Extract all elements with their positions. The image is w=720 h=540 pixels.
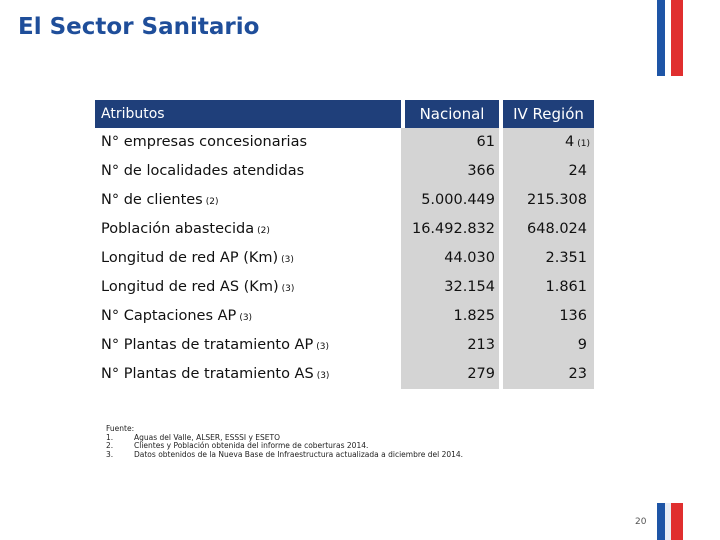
region-value-text: 2.351 (545, 250, 587, 266)
row-label-text: Longitud de red AS (Km) (101, 279, 279, 295)
region-cell (503, 273, 594, 302)
national-value: 213 (467, 337, 495, 353)
national-value: 279 (467, 366, 495, 382)
region-cell (503, 128, 594, 157)
header-region: IV Región (503, 100, 594, 128)
region-value (565, 128, 590, 157)
region-value-text: 136 (559, 308, 587, 324)
footnote-text: Clientes y Población obtenida del informe de coberturas 2014. (134, 441, 369, 451)
row-label-text: Población abastecida (101, 221, 255, 237)
region-cell (503, 360, 594, 389)
row-label (101, 244, 294, 273)
row-label-note: (3) (316, 342, 329, 352)
row-label-text: Longitud de red AP (Km) (101, 250, 279, 266)
region-cell (503, 244, 594, 273)
footnotes (106, 425, 463, 459)
row-label (101, 360, 329, 389)
row-label (101, 273, 294, 302)
row-label-note: (3) (281, 255, 294, 265)
table-row (95, 331, 594, 360)
attributes-table (95, 100, 594, 389)
national-cell (401, 244, 499, 273)
region-value-text: 24 (568, 163, 587, 179)
row-label-text: N° Captaciones AP (101, 308, 237, 324)
region-value-note: (1) (577, 139, 590, 149)
national-value: 32.154 (444, 279, 495, 295)
header-national: Nacional (405, 100, 499, 128)
region-value-text: 4 (565, 134, 575, 150)
row-label (101, 331, 329, 360)
flag-decoration-bottom (657, 503, 683, 540)
row-label (101, 302, 252, 331)
row-label-note: (3) (281, 284, 295, 294)
flag-decoration-top (657, 0, 683, 76)
page-title: El Sector Sanitario (18, 14, 260, 40)
row-label-note: (2) (257, 226, 270, 236)
region-value (545, 244, 590, 273)
footnote-text: Datos obtenidos de la Nueva Base de Infraestructura actualizada a diciembre del 2014. (134, 449, 464, 459)
table-row (95, 186, 594, 215)
footnote-heading: Fuente: (106, 424, 135, 433)
table-row (95, 360, 594, 389)
region-cell (503, 331, 594, 360)
footnote-text: Aguas del Valle, ALSER, ESSSI y ESETO (134, 432, 281, 442)
region-value-text: 23 (568, 366, 587, 382)
region-value (527, 215, 590, 244)
region-value (578, 331, 590, 360)
national-value: 5.000.449 (421, 192, 495, 208)
footnote-number: 3. (106, 449, 114, 459)
national-cell (401, 331, 499, 360)
row-label (101, 186, 219, 215)
row-label-text: N° empresas concesionarias (101, 134, 308, 150)
row-label-text: N° Plantas de tratamiento AS (101, 366, 314, 382)
region-cell (503, 157, 594, 186)
table-row (95, 302, 594, 331)
footnote-number: 2. (106, 441, 114, 451)
table-row (95, 273, 594, 302)
region-value-text: 1.861 (545, 279, 587, 295)
footnote-item (106, 451, 463, 460)
table-row (95, 215, 594, 244)
region-value-text: 9 (577, 337, 587, 353)
row-label (101, 157, 307, 186)
national-value: 44.030 (444, 250, 495, 266)
row-label (101, 128, 310, 157)
region-value (559, 302, 590, 331)
national-cell (401, 215, 499, 244)
header-attributes: Atributos (95, 100, 401, 128)
national-cell (401, 128, 499, 157)
region-cell (503, 186, 594, 215)
national-cell (401, 360, 499, 389)
region-value-text: 215.308 (527, 192, 587, 208)
table-row (95, 128, 594, 157)
row-label-text: N° Plantas de tratamiento AP (101, 337, 314, 353)
region-cell (503, 302, 594, 331)
row-label (101, 215, 270, 244)
table-row (95, 157, 594, 186)
region-value (569, 157, 590, 186)
region-value-text: 648.024 (527, 221, 587, 237)
row-label-text: N° de localidades atendidas (101, 163, 305, 179)
region-value (545, 273, 590, 302)
region-cell (503, 215, 594, 244)
national-value: 61 (476, 134, 495, 150)
row-label-text: N° de clientes (101, 192, 203, 208)
national-cell (401, 157, 499, 186)
national-cell (401, 302, 499, 331)
table-row (95, 244, 594, 273)
national-cell (401, 273, 499, 302)
page-number: 20 (635, 517, 647, 527)
region-value (569, 360, 590, 389)
national-cell (401, 186, 499, 215)
national-value: 1.825 (453, 308, 495, 324)
national-value: 366 (467, 163, 495, 179)
row-label-note: (2) (205, 197, 219, 207)
row-label-note: (3) (316, 371, 330, 381)
table-header (95, 100, 594, 128)
footnote-number: 1. (106, 432, 114, 442)
national-value: 16.492.832 (411, 221, 495, 237)
region-value (527, 186, 590, 215)
row-label-note: (3) (239, 313, 253, 323)
